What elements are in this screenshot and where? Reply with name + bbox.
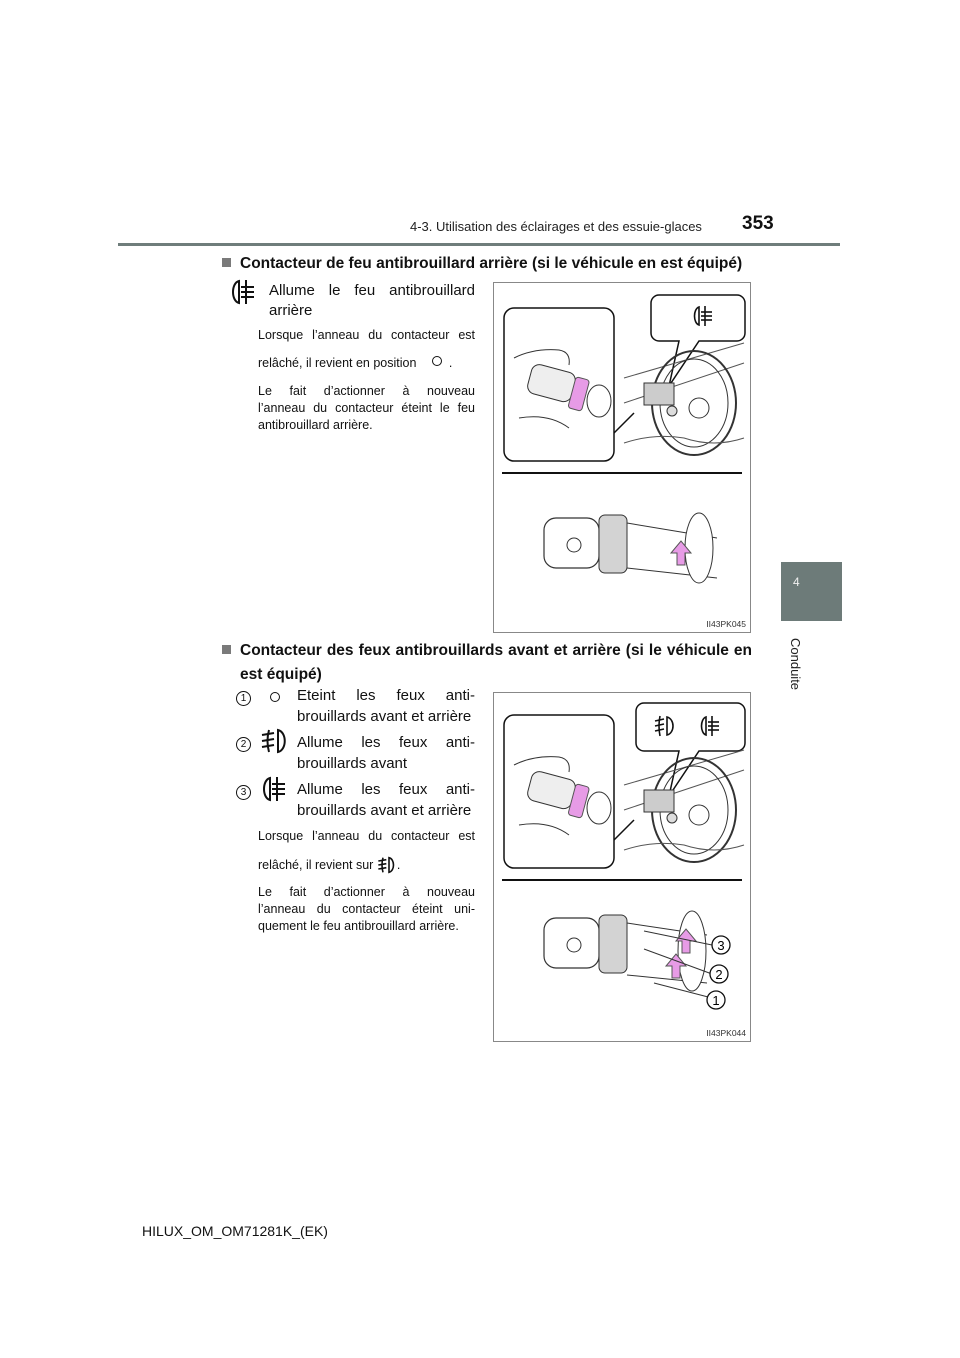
section1-heading-text: Contacteur de feu antibrouillard arrière (si le véhicule en est équipé) bbox=[240, 255, 743, 272]
section2-heading-line1: Contacteur des feux antibrouillards avant et arrière (si le véhicule en bbox=[240, 642, 752, 659]
item-number-3: 3 bbox=[236, 782, 251, 800]
header-divider bbox=[118, 243, 840, 246]
front-fog-light-icon bbox=[260, 728, 290, 754]
section2-note2-line2: l’anneau du contacteur éteint uni- bbox=[258, 902, 475, 916]
document-code: HILUX_OM_OM71281K_(EK) bbox=[142, 1223, 328, 1239]
item2-line1: Allume les feux anti- bbox=[297, 734, 475, 751]
position-label-1: 1 bbox=[712, 993, 720, 1008]
section1-heading bbox=[222, 252, 752, 276]
bullet-square-icon bbox=[222, 645, 231, 654]
item-number-2: 2 bbox=[236, 734, 251, 752]
figure-front-rear-fog-switch bbox=[493, 692, 751, 1042]
item1-line2: brouillards avant et arrière bbox=[297, 708, 472, 725]
note-suffix: . bbox=[448, 356, 453, 370]
section-title: 4-3. Utilisation des éclairages et des essuie-glaces bbox=[410, 219, 702, 234]
note-text: relâché, il revient en position bbox=[258, 356, 417, 370]
section1-note2-line1: Le fait d’actionner à nouveau bbox=[258, 384, 475, 398]
note-suffix: . bbox=[396, 858, 401, 872]
section1-note1-line2 bbox=[258, 355, 452, 372]
section2-heading bbox=[222, 639, 752, 687]
off-circle-icon bbox=[270, 692, 280, 702]
section2-note1-line1: Lorsque l’anneau du contacteur est bbox=[258, 829, 475, 843]
bullet-square-icon bbox=[222, 258, 231, 267]
figure-rear-fog-switch bbox=[493, 282, 751, 633]
off-circle-icon bbox=[432, 356, 442, 366]
figure-code: II43PK045 bbox=[706, 619, 746, 629]
item1-line1: Eteint les feux anti- bbox=[297, 687, 475, 704]
figure-code: II43PK044 bbox=[706, 1028, 746, 1038]
section2-note2-line3: quement le feu antibrouillard arrière. bbox=[258, 919, 459, 933]
section2-heading-line2: est équipé) bbox=[240, 666, 322, 683]
item3-line1: Allume les feux anti- bbox=[297, 781, 475, 798]
section2-note2-line1: Le fait d’actionner à nouveau bbox=[258, 885, 475, 899]
position-label-2: 2 bbox=[715, 967, 723, 982]
chapter-label: Conduite bbox=[788, 638, 803, 691]
page-number: 353 bbox=[742, 213, 774, 234]
rear-fog-light-icon bbox=[260, 776, 288, 802]
note-text: relâché, il revient sur bbox=[258, 858, 374, 872]
item2-line2: brouillards avant bbox=[297, 755, 408, 772]
rear-fog-light-icon bbox=[229, 279, 257, 305]
section2-note1-line2 bbox=[258, 856, 400, 874]
position-label-3: 3 bbox=[717, 938, 725, 953]
section1-note1-line1: Lorsque l’anneau du contacteur est bbox=[258, 328, 475, 342]
section1-item-line1: Allume le feu antibrouillard bbox=[269, 282, 475, 299]
section1-note2-line3: antibrouillard arrière. bbox=[258, 418, 373, 432]
front-fog-light-icon bbox=[377, 856, 397, 874]
item-number-1: 1 bbox=[236, 688, 251, 706]
chapter-number: 4 bbox=[793, 575, 800, 589]
chapter-tab bbox=[781, 562, 842, 621]
section1-item-line2: arrière bbox=[269, 302, 313, 319]
item3-line2: brouillards avant et arrière bbox=[297, 802, 472, 819]
section1-note2-line2: l’anneau du contacteur éteint le feu bbox=[258, 401, 475, 415]
